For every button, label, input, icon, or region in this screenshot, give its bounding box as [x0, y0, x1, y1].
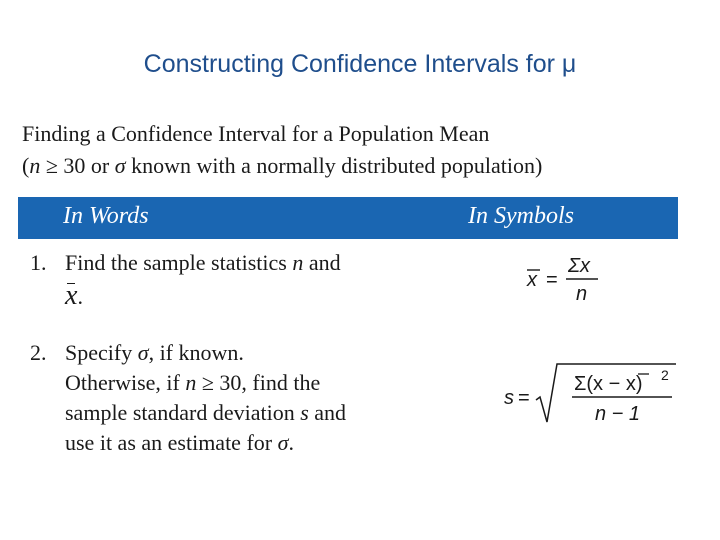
step-2-number: 2.	[30, 340, 47, 365]
step-1-line-2	[65, 282, 435, 312]
step-2-l4-a: use it as an estimate for	[65, 430, 278, 455]
step-2-line-3	[65, 398, 435, 428]
mean-lhs-x: x	[527, 269, 537, 291]
step-2-n: n	[185, 370, 197, 395]
step-2-s: s	[300, 400, 309, 425]
step-2-sigma-2: σ	[277, 430, 289, 455]
step-2-l3-b: and	[308, 400, 347, 425]
step-2-l4-b: .	[288, 430, 294, 455]
sd-exponent: 2	[661, 367, 669, 383]
step-1-text	[65, 248, 435, 312]
table-header-bar	[18, 197, 678, 239]
step-1-text-a: Find the sample statistics	[65, 250, 293, 275]
header-in-symbols: In Symbols	[468, 203, 574, 229]
step-1-period: .	[77, 284, 83, 309]
step-2-line-1	[65, 338, 435, 368]
header-in-words: In Words	[63, 203, 149, 229]
step-1-number: 1.	[30, 250, 47, 275]
sample-mean-formula	[520, 250, 620, 308]
intro-ge30: ≥ 30 or	[40, 153, 115, 178]
step-1-line-1	[65, 248, 435, 278]
step-1-xbar: x	[65, 280, 78, 311]
step-2-l2-a: Otherwise, if	[65, 370, 186, 395]
sd-numerator: Σ(x − x)	[574, 373, 643, 395]
slide-title: Constructing Confidence Intervals for μ	[143, 50, 577, 78]
intro-n: n	[29, 153, 41, 178]
intro-rest: known with a normally distributed population)	[125, 153, 543, 178]
sd-equals: =	[518, 387, 530, 409]
sample-sd-formula	[500, 358, 680, 430]
step-2-l3-a: sample standard deviation	[65, 400, 301, 425]
step-2-l1-b: , if known.	[148, 340, 244, 365]
step-2-line-4	[65, 428, 435, 458]
step-2-l1-a: Specify	[65, 340, 138, 365]
mean-numerator: Σx	[568, 255, 590, 277]
sd-lhs-s: s	[504, 387, 514, 409]
mean-equals: =	[546, 269, 558, 291]
step-1-text-b: and	[303, 250, 341, 275]
step-2-l2-b: ≥ 30, find the	[196, 370, 321, 395]
intro-sigma: σ	[114, 153, 126, 178]
intro-line-2	[22, 150, 712, 182]
intro-line-1: Finding a Confidence Interval for a Population Mean	[22, 121, 490, 146]
mean-denominator: n	[576, 283, 588, 305]
sd-denominator: n − 1	[595, 403, 641, 425]
step-2-sigma: σ	[137, 340, 149, 365]
intro-text	[22, 118, 712, 182]
step-1-n: n	[292, 250, 304, 275]
step-2-line-2	[65, 368, 435, 398]
intro-paren: (	[22, 153, 30, 178]
step-2-text	[65, 338, 435, 458]
